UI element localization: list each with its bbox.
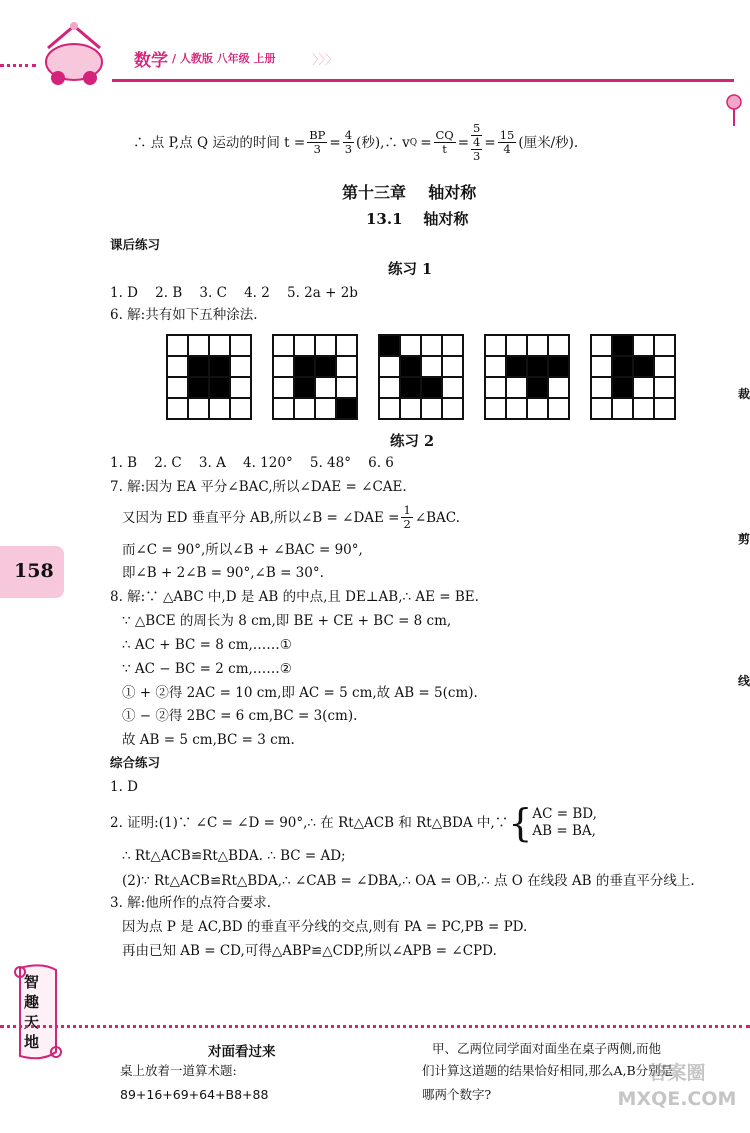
grid-cell-filled — [188, 377, 209, 398]
ex2-q7-text-pre: 又因为 ED 垂直平分 AB,所以∠B = ∠DAE = — [122, 509, 400, 526]
grid-cell-filled — [209, 356, 230, 377]
grid-cell-filled — [400, 377, 421, 398]
fraction-numerator: BP — [309, 128, 326, 142]
fraction-denominator: 2 — [403, 517, 411, 531]
ex2-q7-line2 — [122, 504, 460, 531]
grid-cell-filled — [315, 356, 336, 377]
ex2-q7-text-post: ∠BAC. — [414, 509, 460, 526]
grid-cell-filled — [188, 356, 209, 377]
equals-sign: = — [329, 134, 341, 151]
puzzle-right-line1: 甲、乙两位同学面对面坐在桌子两侧,而他 — [432, 1041, 661, 1056]
coloring-grid-2 — [272, 334, 358, 420]
comp-q2-text: 2. 证明:(1)∵ ∠C = ∠D = 90°,∴ 在 Rt△ACB 和 Rt△BDA 中,∵ — [110, 815, 509, 831]
fraction-numerator: CQ — [435, 128, 454, 142]
header-subject: 数学 — [134, 51, 168, 71]
intro-text-a: ∴ 点 P,点 Q 运动的时间 t = — [133, 134, 306, 151]
grid-cell-filled — [612, 356, 633, 377]
ex2-q8-line5: ① + ②得 2AC = 10 cm,即 AC = 5 cm,故 AB = 5(cm). — [122, 685, 478, 701]
grid-cell-empty — [548, 377, 569, 398]
grid-cell-empty — [379, 377, 400, 398]
grid-cell-filled — [527, 377, 548, 398]
grid-cell-empty — [336, 356, 357, 377]
puzzle-right-line2: 们计算这道题的结果恰好相同,那么A,B分别是 — [422, 1063, 674, 1078]
grid-cell-filled — [612, 335, 633, 356]
grid-cell-empty — [633, 377, 654, 398]
grid-cell-empty — [167, 398, 188, 419]
grid-cell-empty — [167, 335, 188, 356]
grid-cell-empty — [209, 335, 230, 356]
ex1-answers: 1. D 2. B 3. C 4. 2 5. 2a + 2b — [110, 285, 358, 301]
fraction-denominator: 4 — [503, 142, 511, 156]
puzzle-left-line2: 89+16+69+64+B8+88 — [120, 1087, 269, 1102]
intro-text-b: (秒),∴ v — [356, 134, 410, 151]
left-brace: { — [508, 801, 533, 845]
grid-cell-empty — [506, 377, 527, 398]
after-class-heading: 课后练习 — [110, 237, 161, 252]
grid-cell-empty — [548, 398, 569, 419]
grid-cell-empty — [209, 398, 230, 419]
grid-cell-empty — [654, 335, 675, 356]
puzzle-right-line3: 哪两个数字? — [422, 1087, 492, 1102]
grid-cell-filled — [209, 377, 230, 398]
grid-cell-empty — [442, 335, 463, 356]
grid-cell-empty — [167, 377, 188, 398]
grid-cell-empty — [506, 335, 527, 356]
grid-cell-empty — [591, 335, 612, 356]
intro-line — [133, 122, 578, 163]
coloring-grid-3 — [378, 334, 464, 420]
grid-cell-filled — [400, 356, 421, 377]
intro-text-d: (厘米/秒). — [518, 134, 579, 151]
header-rule — [112, 79, 734, 82]
grid-cell-empty — [591, 356, 612, 377]
fraction-denominator: 3 — [473, 149, 481, 163]
grid-cell-empty — [527, 398, 548, 419]
ex2-q7-line4: 即∠B + 2∠B = 90°,∠B = 30°. — [122, 565, 324, 581]
grid-cell-empty — [315, 335, 336, 356]
puzzle-left-line1: 桌上放着一道算术题: — [120, 1063, 237, 1078]
grid-cell-empty — [379, 356, 400, 377]
ex2-q7-line1: 7. 解:因为 EA 平分∠BAC,所以∠DAE = ∠CAE. — [110, 479, 407, 495]
margin-mark-3: 线 — [738, 674, 750, 688]
puzzle-title: 对面看过来 — [208, 1044, 276, 1060]
coloring-grid-4 — [484, 334, 570, 420]
fraction-1-2 — [401, 504, 412, 531]
comp-q3-line1: 3. 解:他所作的点符合要求. — [110, 895, 272, 911]
coloring-grid-1 — [166, 334, 252, 420]
grid-cell-empty — [336, 335, 357, 356]
ex2-q8-line3: ∴ AC + BC = 8 cm,……① — [122, 637, 292, 653]
header-decoration — [28, 18, 120, 88]
coloring-grid-5 — [590, 334, 676, 420]
grid-cell-empty — [315, 398, 336, 419]
grid-cell-filled — [294, 377, 315, 398]
grid-cell-empty — [633, 335, 654, 356]
grid-cell-empty — [485, 398, 506, 419]
ex2-q8-line4: ∵ AC − BC = 2 cm,……② — [122, 661, 292, 677]
ex2-q8-line2: ∵ △BCE 的周长为 8 cm,即 BE + CE + BC = 8 cm, — [122, 613, 452, 629]
margin-mark-1: 裁 — [738, 387, 750, 401]
section-title: 13.1 轴对称 — [366, 210, 469, 228]
header-edition: / 人教版 八年级 上册 — [172, 52, 276, 65]
comp-q2-line3: (2)∵ Rt△ACB≌Rt△BDA,∴ ∠CAB = ∠DBA,∴ OA = OB,∴ 点 O 在线段 AB 的垂直平分线上. — [122, 873, 695, 889]
grid-cell-filled — [548, 356, 569, 377]
grid-cell-filled — [379, 335, 400, 356]
equals-sign: = — [484, 134, 496, 151]
grid-cell-empty — [230, 356, 251, 377]
grid-cell-empty — [485, 335, 506, 356]
grid-cell-filled — [421, 377, 442, 398]
grid-cell-filled — [336, 398, 357, 419]
grid-cell-empty — [294, 398, 315, 419]
ex2-q8-line7: 故 AB = 5 cm,BC = 3 cm. — [122, 732, 295, 748]
ex2-q8-line1: 8. 解:∵ △ABC 中,D 是 AB 的中点,且 DE⊥AB,∴ AE = BE. — [110, 589, 479, 605]
corner-flower-icon — [722, 88, 746, 128]
fraction-denominator: 3 — [313, 142, 321, 156]
fraction-5-over-4-3 — [471, 122, 482, 163]
grid-cell-empty — [230, 377, 251, 398]
grid-cell-empty — [230, 335, 251, 356]
puzzle-separator — [0, 1025, 750, 1028]
header-dots — [0, 64, 36, 67]
fraction-numerator: 4 — [344, 128, 353, 142]
equation-row-2: AB = BA, — [532, 823, 596, 839]
grid-cell-filled — [633, 356, 654, 377]
fraction-numerator: 1 — [403, 503, 411, 517]
ex1-q6: 6. 解:共有如下五种涂法. — [110, 307, 258, 323]
equation-system — [532, 806, 597, 840]
subscript-q: Q — [409, 137, 418, 148]
grid-cell-empty — [442, 398, 463, 419]
grid-cell-empty — [167, 356, 188, 377]
watermark: 答案圈 MXQE.COM — [617, 1062, 737, 1110]
grid-cell-empty — [230, 398, 251, 419]
comp-q2-line2: ∴ Rt△ACB≌Rt△BDA. ∴ BC = AD; — [122, 848, 346, 864]
grid-cell-empty — [294, 335, 315, 356]
grid-cell-empty — [612, 398, 633, 419]
ex2-q7-line3: 而∠C = 90°,所以∠B + ∠BAC = 90°, — [122, 542, 363, 558]
grid-cell-empty — [188, 335, 209, 356]
ex2-answers: 1. B 2. C 3. A 4. 120° 5. 48° 6. 6 — [110, 455, 394, 471]
equation-row-1: AC = BD, — [532, 806, 597, 822]
fraction-4-3 — [343, 129, 354, 156]
grid-cell-empty — [485, 356, 506, 377]
grid-cell-empty — [421, 356, 442, 377]
grid-cell-empty — [273, 335, 294, 356]
fraction-denominator: t — [442, 142, 447, 156]
fraction-numerator: 5 — [473, 121, 481, 135]
comp-q3-line3: 再由已知 AB = CD,可得△ABP≌△CDP,所以∠APB = ∠CPD. — [122, 943, 497, 959]
nested-fraction — [471, 136, 482, 163]
grid-cell-empty — [421, 398, 442, 419]
page-number: 158 — [14, 560, 54, 582]
fraction-numerator: 15 — [499, 128, 515, 142]
grid-cell-empty — [315, 377, 336, 398]
grid-cell-empty — [442, 356, 463, 377]
ex2-q8-line6: ① − ②得 2BC = 6 cm,BC = 3(cm). — [122, 708, 358, 724]
grid-cell-empty — [379, 398, 400, 419]
grid-cell-filled — [527, 356, 548, 377]
header-arrows: 〉〉〉 — [312, 53, 339, 68]
grid-cell-empty — [548, 335, 569, 356]
comp-q3-line2: 因为点 P 是 AC,BD 的垂直平分线的交点,则有 PA = PC,PB = PD. — [122, 919, 528, 935]
grid-cell-filled — [612, 377, 633, 398]
grid-cell-empty — [506, 398, 527, 419]
intro-text-c: = — [420, 134, 432, 151]
grid-cell-filled — [294, 356, 315, 377]
grid-cell-filled — [506, 356, 527, 377]
grid-cell-empty — [400, 335, 421, 356]
grid-cell-empty — [654, 398, 675, 419]
chapter-title: 第十三章 轴对称 — [342, 183, 477, 202]
equals-sign: = — [457, 134, 470, 151]
grid-cell-empty — [633, 398, 654, 419]
grid-cell-empty — [273, 398, 294, 419]
fraction-bp-3 — [307, 129, 327, 156]
scroll-label: 智趣天地 — [24, 973, 40, 1051]
fraction-cq-t — [434, 129, 456, 156]
exercise-1-title: 练习 1 — [388, 261, 433, 278]
grid-cell-empty — [591, 377, 612, 398]
grid-cell-empty — [273, 356, 294, 377]
grid-cell-empty — [442, 377, 463, 398]
grid-cell-empty — [273, 377, 294, 398]
fraction-denominator: 3 — [344, 142, 353, 156]
grid-cell-empty — [654, 377, 675, 398]
grid-cell-empty — [527, 335, 548, 356]
grid-cell-empty — [485, 377, 506, 398]
grid-cell-empty — [336, 377, 357, 398]
fraction-15-4 — [498, 129, 517, 156]
fraction-numerator: 4 — [473, 135, 481, 149]
grid-cell-empty — [400, 398, 421, 419]
exercise-2-title: 练习 2 — [390, 433, 435, 450]
comprehensive-heading: 综合练习 — [110, 755, 161, 770]
comp-q1: 1. D — [110, 779, 138, 795]
comp-q2-line1 — [110, 801, 597, 845]
grid-cell-empty — [654, 356, 675, 377]
grid-cell-empty — [591, 398, 612, 419]
margin-mark-2: 剪 — [738, 532, 750, 546]
grid-cell-empty — [421, 335, 442, 356]
grid-cell-empty — [188, 398, 209, 419]
